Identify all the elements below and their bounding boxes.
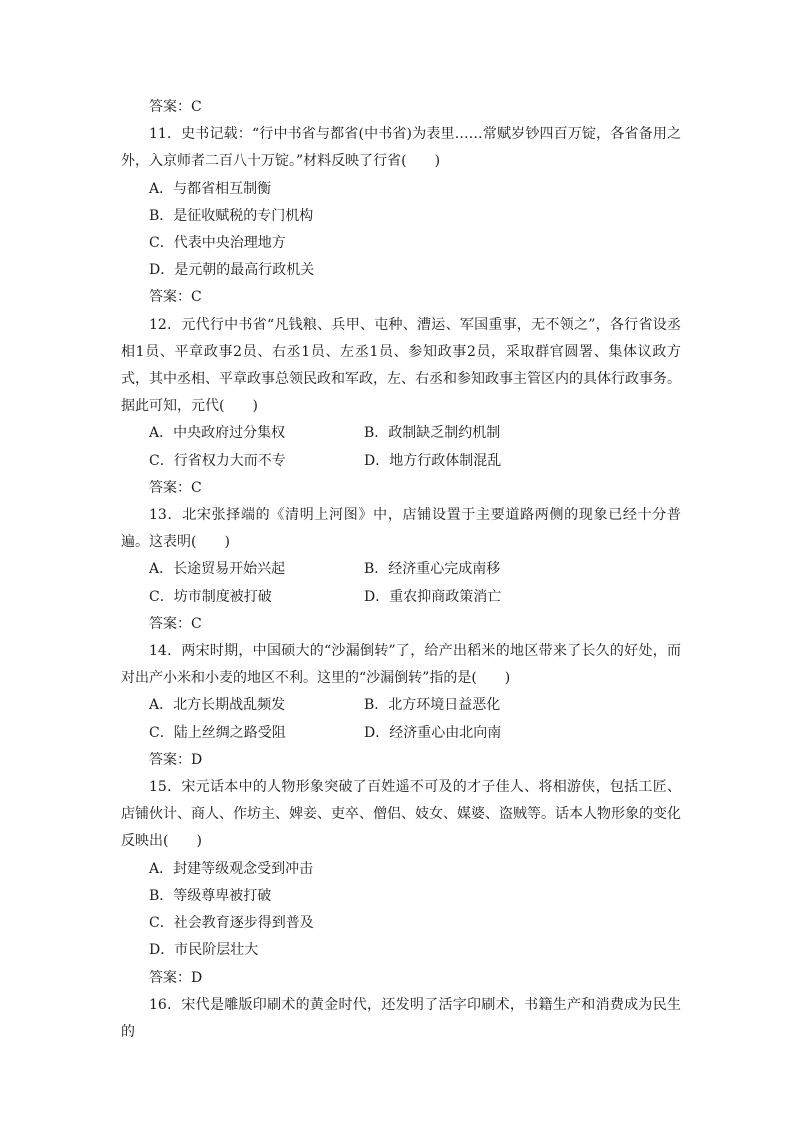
answer-label: 答案： <box>149 615 191 632</box>
option-15-b: B．等级尊卑被打破 <box>149 887 272 904</box>
question-stem-12: 12．元代行中书省“凡钱粮、兵甲、屯种、漕运、军国重事，无不领之”，各行省设丞相1员、平章政事2员、右丞1员、左丞1员、参知政事2员，采取群官圆署、集体议政方式，其中丞相、平章政事总领民政和军政，左、右丞和参知政事主管区内的具体行政事务。据此可知，元代( ) <box>121 316 681 415</box>
answer-line-12 <box>121 475 681 502</box>
question-stem-14: 14．两宋时期，中国硕大的“沙漏倒转”了，给产出稻米的地区带来了长久的好处，而对出产小米和小麦的地区不利。这里的“沙漏倒转”指的是( ) <box>121 643 681 687</box>
answer-line <box>121 94 681 121</box>
option-13-a: A．长途贸易开始兴起 <box>149 561 286 578</box>
option-13-b: B．经济重心完成南移 <box>364 561 501 578</box>
answer-value: C <box>191 289 202 306</box>
option-11-b: B．是征收赋税的专门机构 <box>149 207 314 224</box>
question-stem-15: 15．宋元话本中的人物形象突破了百姓遥不可及的才子佳人、将相游侠，包括工匠、店铺伙计、商人、作坊主、婢妾、吏卒、僧侣、妓女、媒婆、盗贼等。话本人物形象的变化反映出( ) <box>121 779 681 850</box>
answer-value: C <box>191 99 202 115</box>
option-14-c: C．陆上丝绸之路受阻 <box>149 724 286 741</box>
answer-label: 答案： <box>149 969 191 986</box>
option-row <box>121 420 681 447</box>
question-stem-13: 13．北宋张择端的《清明上河图》中，店铺设置于主要道路两侧的现象已经十分普遍。这表明( ) <box>121 507 681 551</box>
option-12-c: C．行省权力大而不专 <box>149 452 286 469</box>
answer-line-15 <box>121 965 681 992</box>
answer-line-14 <box>121 747 681 774</box>
question-list <box>121 94 681 1046</box>
option-row <box>121 692 681 719</box>
option-row <box>121 720 681 747</box>
option-row <box>121 584 681 611</box>
answer-line-11 <box>121 284 681 311</box>
question-stem-11: 11．史书记载：“行中书省与都省(中书省)为表里……常赋岁钞四百万锭，各省备用之外，入京师者二百八十万锭。”材料反映了行省( ) <box>121 126 681 170</box>
answer-value: D <box>191 969 203 986</box>
option-14-b: B．北方环境日益恶化 <box>364 697 501 714</box>
option-14-a: A．北方长期战乱频发 <box>149 697 286 714</box>
answer-value: D <box>191 751 203 768</box>
answer-value: C <box>191 479 202 496</box>
option-12-a: A．中央政府过分集权 <box>149 425 286 442</box>
answer-label: 答案： <box>149 289 191 306</box>
answer-label: 答案： <box>149 479 191 496</box>
option-row <box>121 556 681 583</box>
answer-label: 答案： <box>149 99 191 115</box>
option-15-c: C．社会教育逐步得到普及 <box>149 915 314 932</box>
option-13-c: C．坊市制度被打破 <box>149 588 272 605</box>
option-13-d: D．重农抑商政策消亡 <box>364 588 502 605</box>
option-12-d: D．地方行政体制混乱 <box>364 452 502 469</box>
option-15-d: D．市民阶层壮大 <box>149 942 259 959</box>
answer-line-13 <box>121 611 681 638</box>
option-11-a: A．与都省相互制衡 <box>149 180 272 197</box>
option-11-d: D．是元朝的最高行政机关 <box>149 262 315 279</box>
question-stem-16: 16．宋代是雕版印刷术的黄金时代，还发明了活字印刷术，书籍生产和消费成为民生的 <box>121 996 681 1040</box>
option-12-b: B．政制缺乏制约机制 <box>364 425 501 442</box>
answer-label: 答案： <box>149 751 191 768</box>
option-row <box>121 448 681 475</box>
option-15-a: A．封建等级观念受到冲击 <box>149 860 314 877</box>
answer-value: C <box>191 615 202 632</box>
option-14-d: D．经济重心由北向南 <box>364 724 502 741</box>
option-11-c: C．代表中央治理地方 <box>149 235 286 252</box>
